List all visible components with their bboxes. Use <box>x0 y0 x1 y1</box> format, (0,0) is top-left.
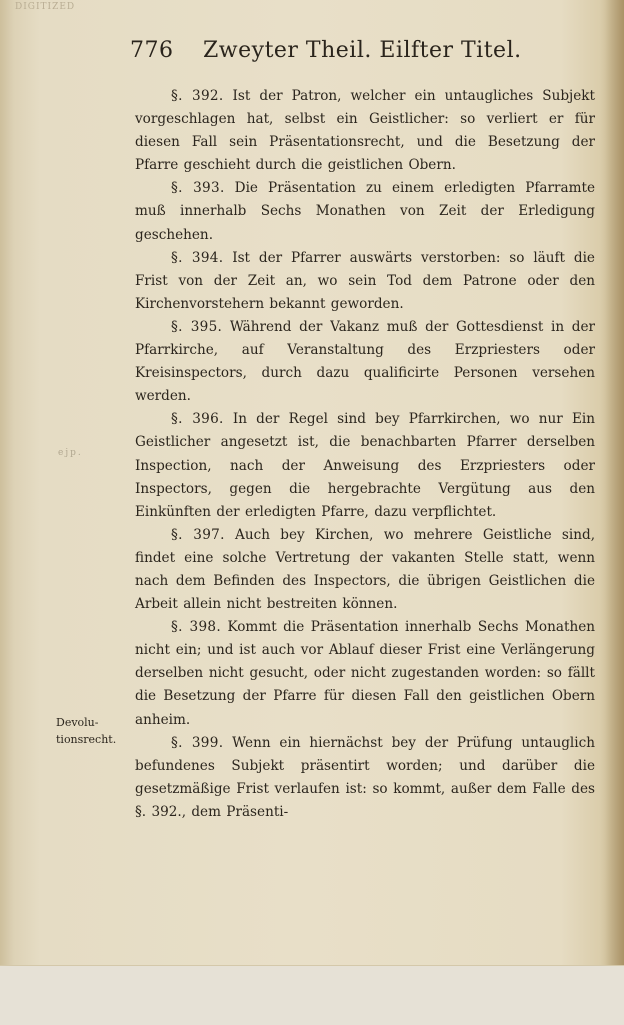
section-number: §. 398. <box>171 619 221 636</box>
running-title: Zweyter Theil. Eilfter Titel. <box>203 38 522 63</box>
paragraph-396 <box>135 408 595 523</box>
paragraph-text: Während der Vakanz muß der Gottesdienst in der Pfarrkirche, auf Veranstaltung des Erzpriesters oder Kreisinspectors, durch dazu qualificirte Personen versehen werden. <box>135 318 596 405</box>
paragraph-395 <box>135 316 595 408</box>
margin-note-line: Devolu- <box>56 716 99 729</box>
paragraph-394 <box>135 247 595 316</box>
paragraph-392 <box>135 85 595 177</box>
page-fold-shadow <box>600 0 624 965</box>
page-bottom-margin <box>0 965 624 1025</box>
body-text <box>135 85 595 824</box>
section-number: §. 395. <box>171 318 223 335</box>
paragraph-text: Kommt die Präsentation innerhalb Sechs Monathen nicht ein; und ist auch vor Ablauf dieser Frist eine Verlängerung derselben nicht gesucht, oder nicht zugestanden worden: so fällt die Besetzung der Pfarre für diesen Fall den geistlichen Obern anheim. <box>135 619 595 728</box>
section-number: §. 397. <box>171 526 225 543</box>
paragraph-393 <box>135 177 595 246</box>
margin-note-line: tionsrecht. <box>56 733 117 746</box>
paragraph-397 <box>135 524 595 616</box>
paragraph-399 <box>135 732 595 824</box>
paragraph-text: Die Präsentation zu einem erledigten Pfarramte muß innerhalb Sechs Monathen von Zeit der Erledigung geschehen. <box>135 180 595 243</box>
scan-mark: DIGITIZED <box>15 2 76 12</box>
paragraph-398 <box>135 616 595 731</box>
paragraph-text: Wenn ein hiernächst bey der Prüfung untauglich befundenes Subjekt präsentirt worden; und darüber die gesetzmäßige Frist verlaufen ist: so kommt, außer dem Falle des §. 392., dem Präsenti- <box>135 734 595 820</box>
margin-smudge: ejp. <box>58 448 83 458</box>
section-number: §. 392. <box>171 88 224 104</box>
section-number: §. 396. <box>171 411 224 428</box>
paragraph-text: In der Regel sind bey Pfarrkirchen, wo nur Ein Geistlicher angesetzt ist, die benachbarten Pfarrer derselben Inspection, nach der Anweisung des Erzpriesters oder Inspectors, gegen die hergebrachte Vergütung aus den Einkünften der erledigten Pfarre, dazu verpflichtet. <box>135 411 595 520</box>
section-number: §. 394. <box>171 249 224 266</box>
section-number: §. 399. <box>171 734 224 751</box>
margin-note <box>56 714 126 748</box>
page-number: 776 <box>130 38 174 63</box>
running-header <box>130 38 600 63</box>
paragraph-text: Auch bey Kirchen, wo mehrere Geistliche sind, findet eine solche Vertretung der vakanten Stelle statt, wenn nach dem Befinden des Inspectors, die übrigen Geistlichen die Arbeit allein nicht bestreiten können. <box>135 526 596 613</box>
paragraph-text: Ist der Pfarrer auswärts verstorben: so läuft die Frist von der Zeit an, wo sein Tod dem Patrone oder den Kirchenvorstehern bekannt geworden. <box>135 249 595 312</box>
section-number: §. 393. <box>171 180 225 197</box>
paragraph-text: Ist der Patron, welcher ein untaugliches Subjekt vorgeschlagen hat, selbst ein Geistlicher: so verliert er für diesen Fall sein Präsentationsrecht, und die Besetzung der Pfarre geschieht durch die geistlichen Obern. <box>135 88 596 174</box>
